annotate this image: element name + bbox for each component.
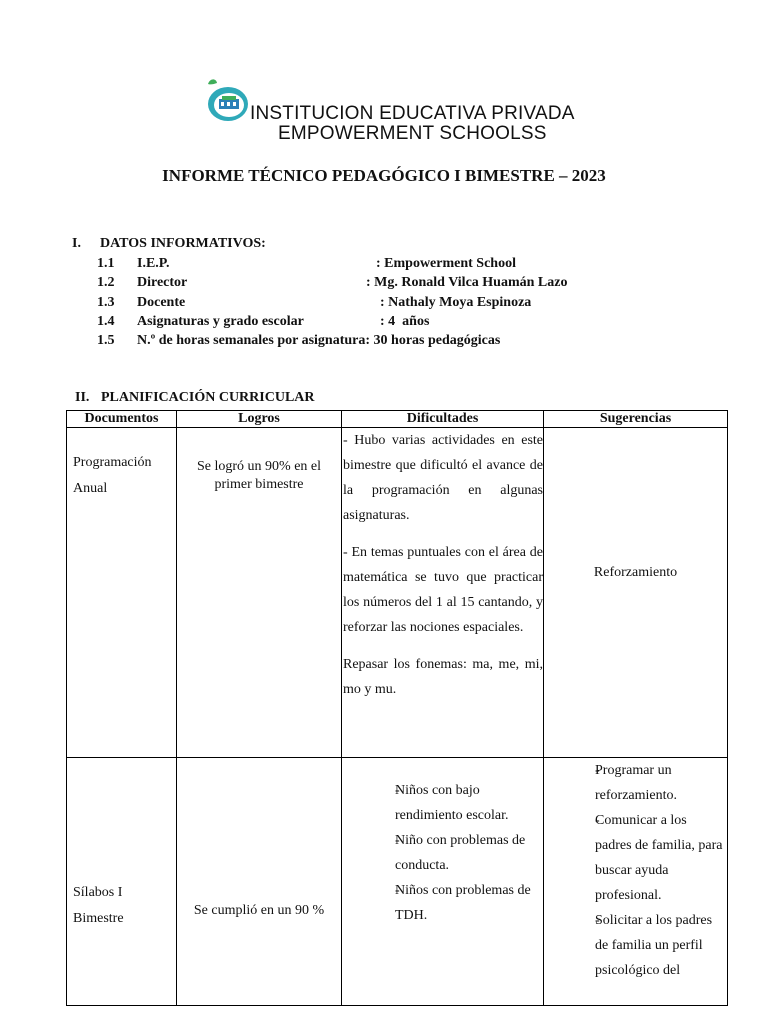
list-item-text: Comunicar a los padres de familia, para buscar ayuda profesional.	[595, 813, 723, 903]
list-item-text: Solicitar a los padres de familia un perfil psicológico del	[595, 913, 713, 978]
list-item-text: Niño con problemas de conducta.	[395, 833, 526, 873]
info-label: N.º de horas semanales por asignatura: 30 horas pedagógicas	[137, 333, 501, 348]
section1-number: I.	[72, 236, 81, 251]
school-name	[250, 104, 575, 144]
list-item	[547, 758, 723, 808]
school-header	[196, 74, 616, 154]
info-num: 1.1	[97, 256, 115, 271]
logro-cell: Se cumplió en un 90 %	[177, 758, 342, 1006]
documento-line: Bimestre	[73, 911, 124, 926]
school-name-line2: EMPOWERMENT SCHOOLSS	[277, 123, 547, 144]
list-item	[369, 878, 539, 928]
section2-number: II.	[75, 390, 90, 405]
info-value: : Empowerment School	[376, 256, 516, 271]
info-value: : Mg. Ronald Vilca Huamán Lazo	[366, 275, 568, 290]
info-label: Docente	[137, 295, 186, 310]
column-header: Logros	[177, 411, 342, 428]
section1-title: DATOS INFORMATIVOS:	[100, 236, 266, 251]
sugerencias-list	[571, 758, 723, 983]
documento-cell	[67, 758, 177, 1006]
list-item	[369, 828, 539, 878]
info-num: 1.5	[97, 333, 115, 348]
list-item	[369, 778, 539, 828]
logro-cell: Se logró un 90% en el primer bimestre	[177, 428, 342, 758]
info-num: 1.4	[97, 314, 115, 329]
report-title: INFORME TÉCNICO PEDAGÓGICO I BIMESTRE – 2023	[162, 166, 606, 185]
list-item	[547, 908, 723, 983]
sugerencia-cell: Reforzamiento	[544, 428, 728, 758]
dificultades-cell	[342, 428, 544, 758]
school-logo-icon	[200, 78, 250, 124]
info-label: Director	[137, 275, 188, 290]
list-item-text: Niños con problemas de TDH.	[395, 883, 531, 923]
section2-heading	[75, 390, 315, 406]
dificultades-cell	[342, 758, 544, 1006]
dificultades-list	[369, 778, 539, 928]
documento-line: Programación	[73, 455, 152, 470]
curriculum-table	[66, 410, 728, 1006]
table-row	[67, 758, 728, 1006]
info-num: 1.3	[97, 295, 115, 310]
column-header: Sugerencias	[544, 411, 728, 428]
list-item	[547, 808, 723, 908]
dificultad-paragraph: - En temas puntuales con el área de matemática se tuvo que practicar los números del 1 al 15 cantando, y reforzar las nociones espaciales.	[343, 545, 543, 635]
dificultad-paragraph: Repasar los fonemas: ma, me, mi, mo y mu.	[343, 657, 543, 697]
documento-cell	[67, 428, 177, 758]
documento-line: Anual	[73, 481, 108, 496]
section1-heading	[72, 236, 266, 252]
dificultad-paragraph: - Hubo varias actividades en este bimestre que dificultó el avance de la programación en algunas asignaturas.	[343, 433, 543, 523]
sugerencias-cell	[544, 758, 728, 1006]
info-num: 1.2	[97, 275, 115, 290]
documento-line: Sílabos I	[73, 885, 123, 900]
section2-title: PLANIFICACIÓN CURRICULAR	[101, 390, 315, 405]
column-header: Documentos	[67, 411, 177, 428]
table-header-row	[67, 411, 728, 428]
info-label: Asignaturas y grado escolar	[137, 314, 304, 329]
list-item-text: Niños con bajo rendimiento escolar.	[395, 783, 509, 823]
school-name-line1: INSTITUCION EDUCATIVA PRIVADA	[250, 103, 575, 124]
column-header: Dificultades	[342, 411, 544, 428]
info-value: : 4 años	[380, 314, 430, 329]
info-value: : Nathaly Moya Espinoza	[380, 295, 532, 310]
list-item-text: Programar un reforzamiento.	[595, 763, 678, 803]
info-label: I.E.P.	[137, 256, 170, 271]
table-row	[67, 428, 728, 758]
